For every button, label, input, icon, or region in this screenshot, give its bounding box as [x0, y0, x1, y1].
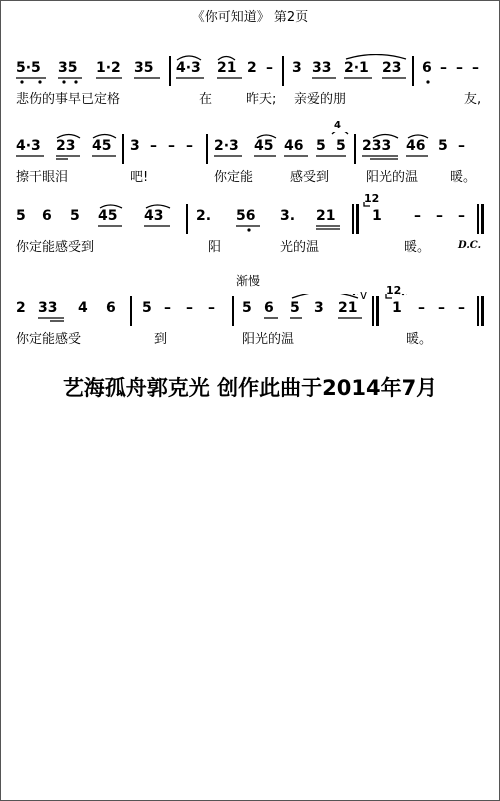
- lyrics-row: [14, 166, 486, 186]
- lyric: 友,: [464, 92, 482, 107]
- slur: [177, 56, 201, 60]
- slur: [292, 294, 358, 298]
- note: 6: [42, 208, 52, 224]
- note: 2·3: [214, 138, 239, 154]
- note: 3: [314, 300, 324, 316]
- note: 23: [382, 60, 402, 76]
- dc-marking: D.C.: [458, 240, 482, 251]
- notation-marks: [14, 294, 486, 328]
- slur: [346, 55, 406, 60]
- note: –: [168, 138, 175, 154]
- lyric: 悲伤的事早已定格: [16, 92, 121, 107]
- notation-marks: [14, 54, 486, 88]
- note: 2: [16, 300, 26, 316]
- slur: [332, 132, 348, 134]
- volta-ending: 12: [386, 284, 402, 297]
- note: 46: [284, 138, 304, 154]
- note: –: [164, 300, 171, 316]
- note: 21: [316, 208, 336, 224]
- lyrics-row: [14, 328, 486, 348]
- slur: [218, 57, 235, 61]
- lyric: 擦干眼泪: [16, 170, 69, 185]
- lyrics-row: [14, 88, 486, 108]
- note: 5: [336, 138, 346, 154]
- note: 43: [144, 208, 164, 224]
- note: 5: [290, 300, 300, 316]
- note: 45: [254, 138, 274, 154]
- lyric: 暖。: [450, 170, 477, 185]
- volta-ending: 12: [364, 192, 380, 205]
- note: 6: [106, 300, 116, 316]
- lyric: 你定能: [214, 170, 254, 185]
- note: –: [266, 60, 273, 76]
- volta-bracket: [364, 202, 370, 206]
- note: 45: [98, 208, 118, 224]
- note: –: [458, 300, 465, 316]
- lyric: 阳光的温: [366, 170, 419, 185]
- note: –: [418, 300, 425, 316]
- note: 35: [134, 60, 154, 76]
- low-octave-dot: [74, 80, 77, 83]
- low-octave-dot: [247, 228, 250, 231]
- note: –: [458, 208, 465, 224]
- note: –: [440, 60, 447, 76]
- note: 6: [264, 300, 274, 316]
- note: 3: [292, 60, 302, 76]
- note: 45: [92, 138, 112, 154]
- lyric: 你定能感受: [16, 332, 82, 347]
- note: –: [472, 60, 479, 76]
- notation-marks: [14, 202, 486, 236]
- note: 5: [142, 300, 152, 316]
- note: 6: [422, 60, 432, 76]
- note: 23: [56, 138, 76, 154]
- lyric: 感受到: [290, 170, 330, 185]
- note: 5: [316, 138, 326, 154]
- note: 4: [78, 300, 88, 316]
- note: 2·1: [344, 60, 369, 76]
- lyric: 到: [154, 332, 168, 347]
- note: 35: [58, 60, 78, 76]
- page-title: 《你可知道》 第2页: [191, 10, 309, 25]
- note: 1: [372, 208, 382, 224]
- lyric: 亲爱的朋: [294, 92, 347, 107]
- lyric: 吧!: [130, 170, 149, 185]
- slur: [100, 205, 122, 208]
- note: 5·5: [16, 60, 41, 76]
- note: 5: [242, 300, 252, 316]
- note: 2.: [196, 208, 212, 224]
- grace-note: 4: [334, 120, 341, 131]
- composer-credit: 艺海孤舟郭克光 创作此曲于2014年7月: [62, 376, 438, 400]
- note: –: [414, 208, 421, 224]
- note: –: [186, 138, 193, 154]
- low-octave-dot: [426, 80, 429, 83]
- note: –: [438, 300, 445, 316]
- note: 33: [38, 300, 58, 316]
- lyric: 昨天;: [246, 92, 277, 107]
- note: 33: [312, 60, 332, 76]
- note: –: [208, 300, 215, 316]
- note: 4·3: [16, 138, 41, 154]
- note: 46: [406, 138, 426, 154]
- slur: [373, 135, 398, 139]
- note: 21: [338, 300, 358, 316]
- low-octave-dot: [62, 80, 65, 83]
- lyric: 在: [199, 92, 213, 107]
- note: 3.: [280, 208, 296, 224]
- note: –: [186, 300, 193, 316]
- low-octave-dot: [20, 80, 23, 83]
- lyric: 暖。: [406, 332, 433, 347]
- note: 56: [236, 208, 256, 224]
- note: –: [436, 208, 443, 224]
- lyric: 暖。: [404, 240, 431, 255]
- slur: [408, 135, 428, 138]
- notation-marks: [14, 132, 486, 166]
- volta-bracket: [386, 294, 392, 298]
- note: 5: [16, 208, 26, 224]
- note: –: [150, 138, 157, 154]
- note: 4·3: [176, 60, 201, 76]
- note: –: [458, 138, 465, 154]
- lyrics-row: [14, 236, 486, 256]
- note: 3: [130, 138, 140, 154]
- lyric: 你定能感受到: [16, 240, 95, 255]
- note: 2: [247, 60, 257, 76]
- note: 21: [217, 60, 237, 76]
- lyric: 光的温: [280, 240, 320, 255]
- slur: [93, 135, 116, 139]
- note: 233: [362, 138, 392, 154]
- slur: [257, 135, 276, 138]
- fermata-dot: [353, 294, 355, 295]
- slur: [57, 135, 80, 139]
- note: 1·2: [96, 60, 121, 76]
- low-octave-dot: [38, 80, 41, 83]
- note: 5: [438, 138, 448, 154]
- note: 5: [70, 208, 80, 224]
- breath-mark: v: [360, 288, 368, 302]
- tempo-marking: 渐慢: [236, 274, 261, 288]
- note: 1: [392, 300, 402, 316]
- note: –: [456, 60, 463, 76]
- fermata-dot: [402, 294, 404, 295]
- lyric: 阳: [208, 240, 222, 255]
- slur: [146, 205, 170, 208]
- lyric: 阳光的温: [242, 332, 295, 347]
